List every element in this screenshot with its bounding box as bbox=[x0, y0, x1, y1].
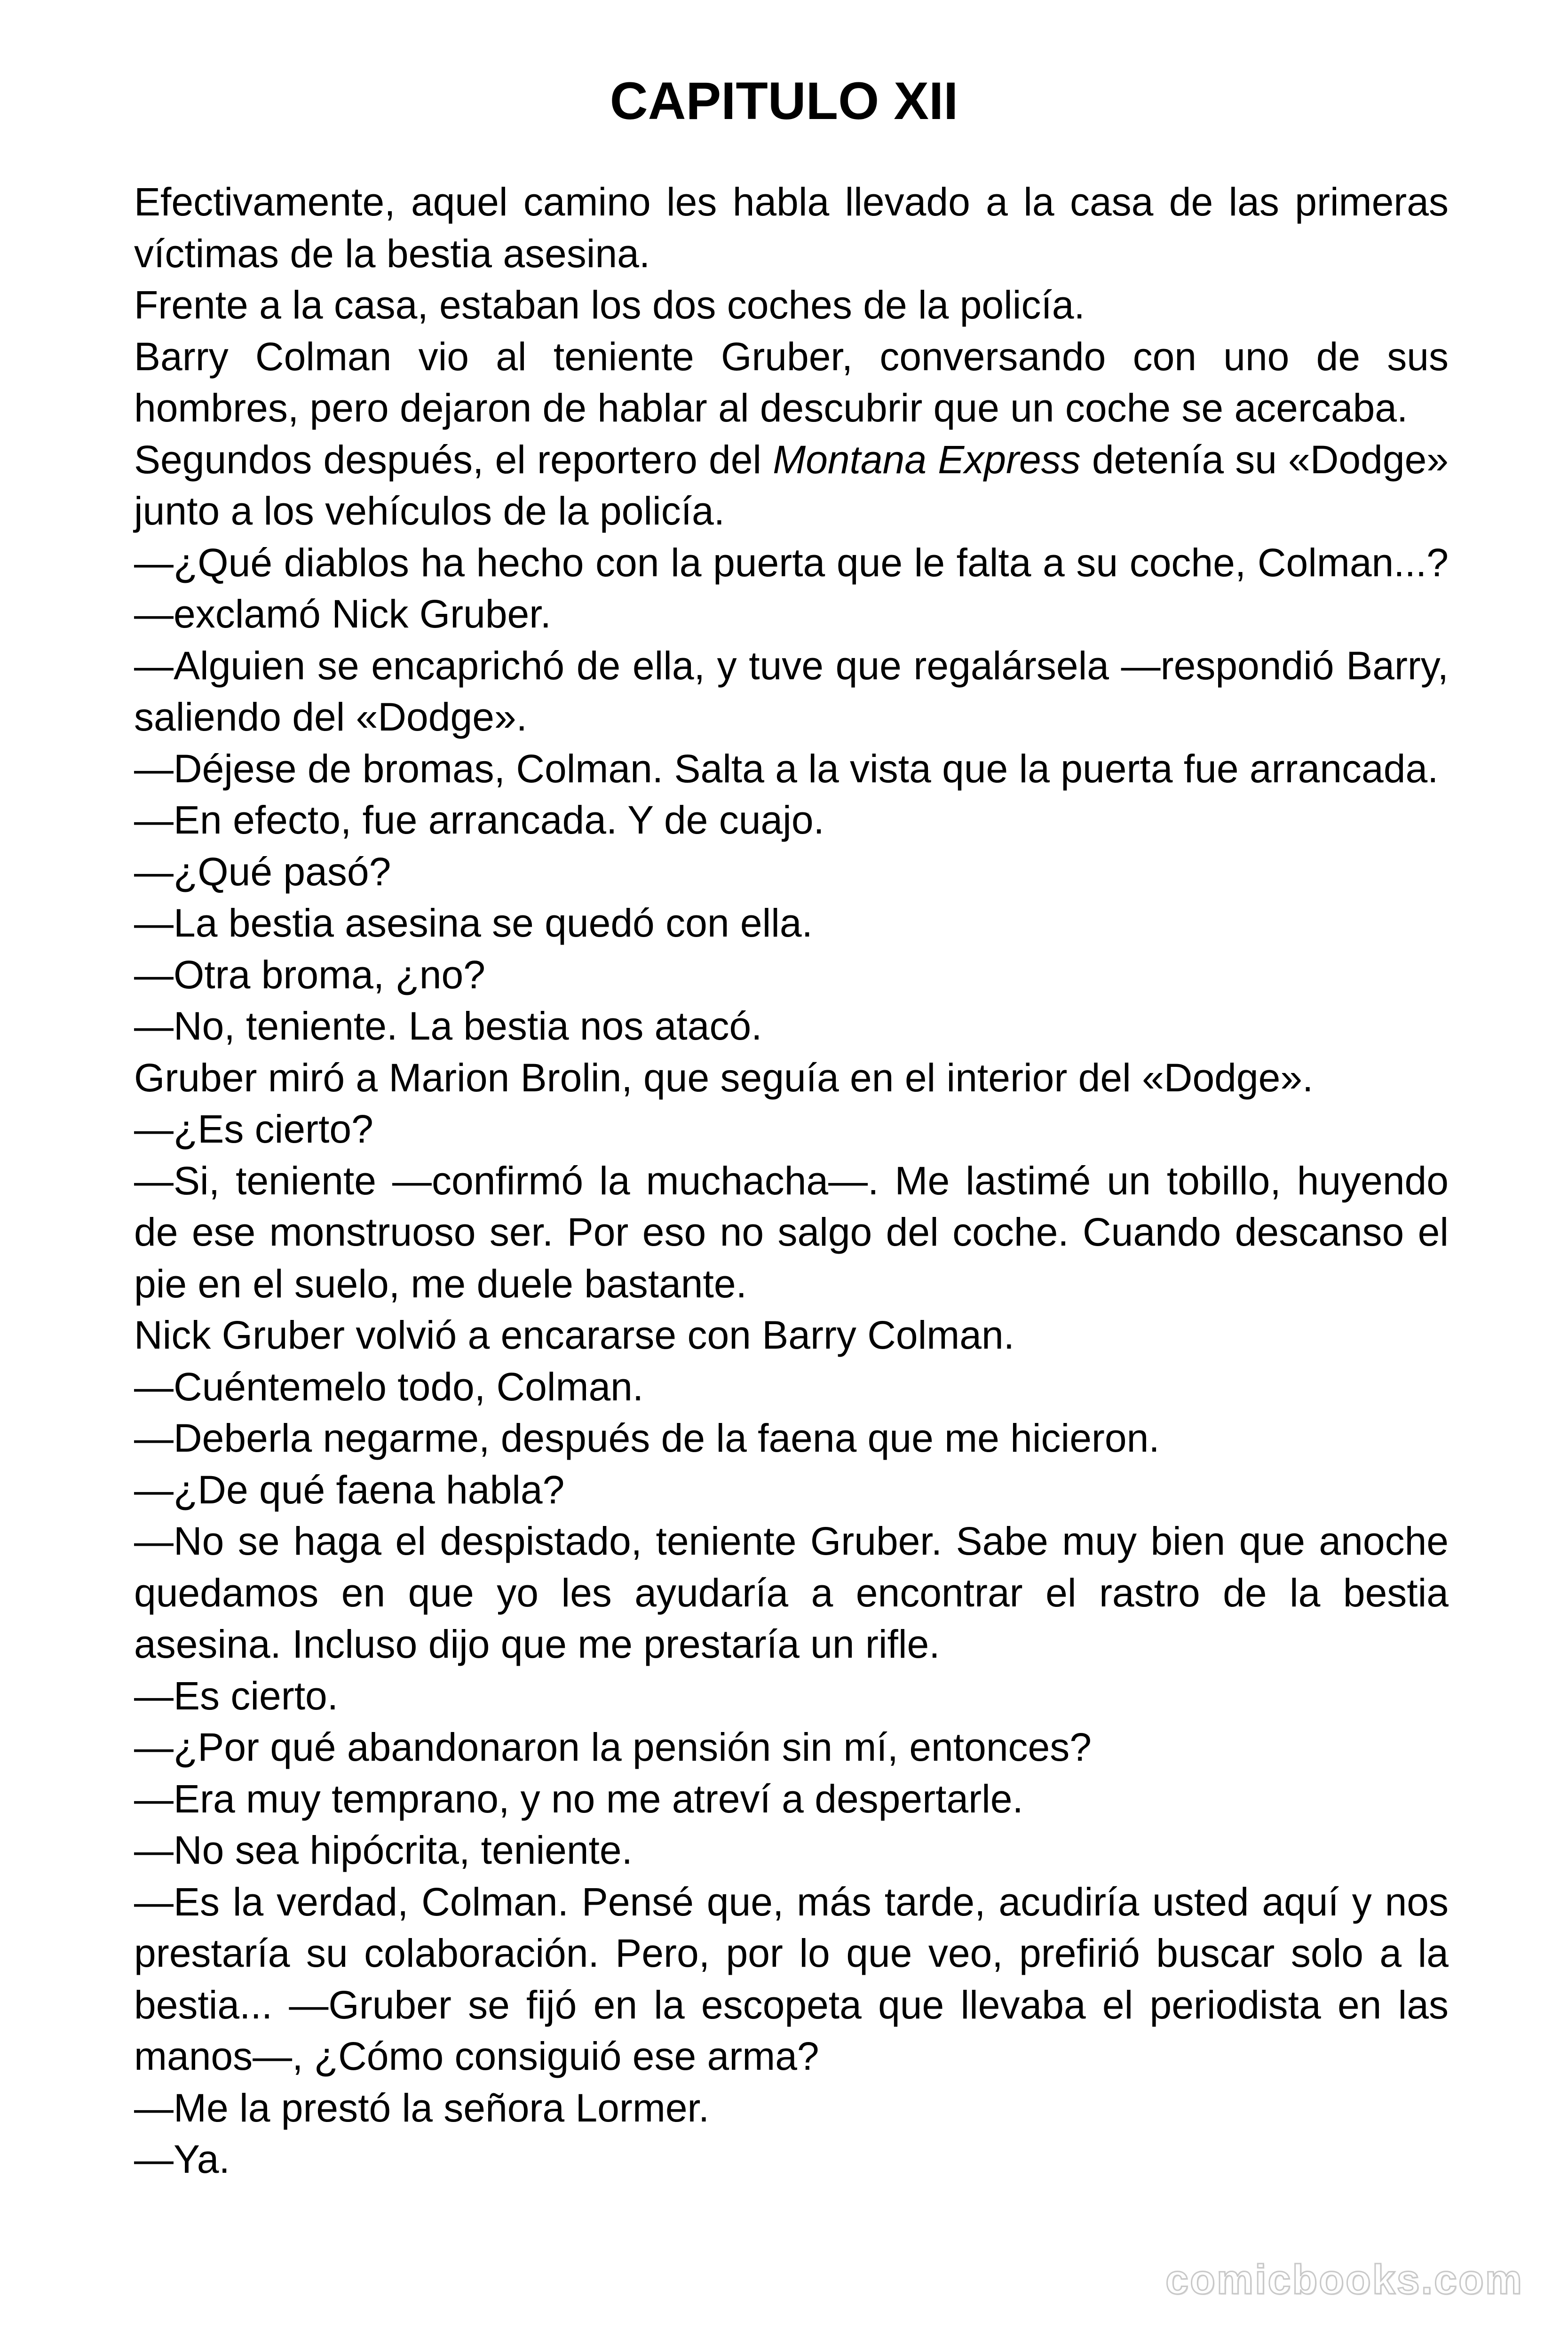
paragraph: Frente a la casa, estaban los dos coches de la policía. bbox=[134, 283, 1085, 327]
paragraph-text: Segundos después, el reportero del bbox=[134, 437, 773, 482]
paragraph: —¿De qué faena habla? bbox=[134, 1467, 565, 1512]
paragraph: —Deberla negarme, después de la faena que me hicieron. bbox=[134, 1416, 1160, 1460]
newspaper-name: Montana Express bbox=[773, 437, 1081, 482]
paragraph bbox=[134, 434, 1449, 537]
paragraph: —Otra broma, ¿no? bbox=[134, 952, 485, 997]
paragraph: —Si, teniente —confirmó la muchacha—. Me lastimé un tobillo, huyendo de ese monstruoso ser. Por eso no salgo del coche. Cuando descanso el pie en el suelo, me duele bastante. bbox=[134, 1158, 1449, 1306]
paragraph: —¿Qué diablos ha hecho con la puerta que le falta a su coche, Colman...? —exclamó Nick Gruber. bbox=[134, 540, 1449, 636]
chapter-body bbox=[134, 176, 1449, 2185]
paragraph: —¿Es cierto? bbox=[134, 1107, 373, 1151]
paragraph: Barry Colman vio al teniente Gruber, conversando con uno de sus hombres, pero dejaron de hablar al descubrir que un coche se acercaba. bbox=[134, 334, 1449, 430]
paragraph: —¿Por qué abandonaron la pensión sin mí, entonces? bbox=[134, 1725, 1092, 1769]
paragraph: —Es la verdad, Colman. Pensé que, más tarde, acudiría usted aquí y nos prestaría su colaboración. Pero, por lo que veo, prefirió buscar solo a la bestia... —Gruber se fijó en la escopeta que llevaba el periodista en las manos—, ¿Cómo consiguió ese arma? bbox=[134, 1879, 1449, 2078]
paragraph: —En efecto, fue arrancada. Y de cuajo. bbox=[134, 798, 824, 842]
paragraph: —Cuéntemelo todo, Colman. bbox=[134, 1364, 644, 1409]
paragraph: Efectivamente, aquel camino les habla llevado a la casa de las primeras víctimas de la bestia asesina. bbox=[134, 180, 1449, 276]
paragraph: —Alguien se encaprichó de ella, y tuve que regalársela —respondió Barry, saliendo del «Dodge». bbox=[134, 643, 1449, 739]
paragraph: —No, teniente. La bestia nos atacó. bbox=[134, 1004, 762, 1048]
paragraph: —Me la prestó la señora Lormer. bbox=[134, 2085, 710, 2130]
paragraph: Gruber miró a Marion Brolin, que seguía en el interior del «Dodge». bbox=[134, 1055, 1314, 1100]
paragraph: —¿Qué pasó? bbox=[134, 849, 391, 894]
paragraph-text: detenía su «Dodge» junto a los vehículos de la policía. bbox=[134, 437, 1449, 533]
paragraph: —Déjese de bromas, Colman. Salta a la vista que la puerta fue arrancada. bbox=[134, 746, 1439, 791]
paragraph: —Es cierto. bbox=[134, 1673, 339, 1718]
paragraph: —La bestia asesina se quedó con ella. bbox=[134, 901, 813, 945]
chapter-title: CAPITULO XII bbox=[610, 72, 958, 130]
paragraph: —Era muy temprano, y no me atreví a despertarle. bbox=[134, 1776, 1023, 1821]
paragraph: Nick Gruber volvió a encararse con Barry Colman. bbox=[134, 1313, 1015, 1357]
watermark: comicbooks.com bbox=[1165, 2256, 1523, 2303]
paragraph: —No sea hipócrita, teniente. bbox=[134, 1828, 633, 1872]
paragraph: —No se haga el despistado, teniente Gruber. Sabe muy bien que anoche quedamos en que yo les ayudaría a encontrar el rastro de la bestia asesina. Incluso dijo que me prestaría un rifle. bbox=[134, 1519, 1449, 1666]
paragraph: —Ya. bbox=[134, 2137, 230, 2181]
